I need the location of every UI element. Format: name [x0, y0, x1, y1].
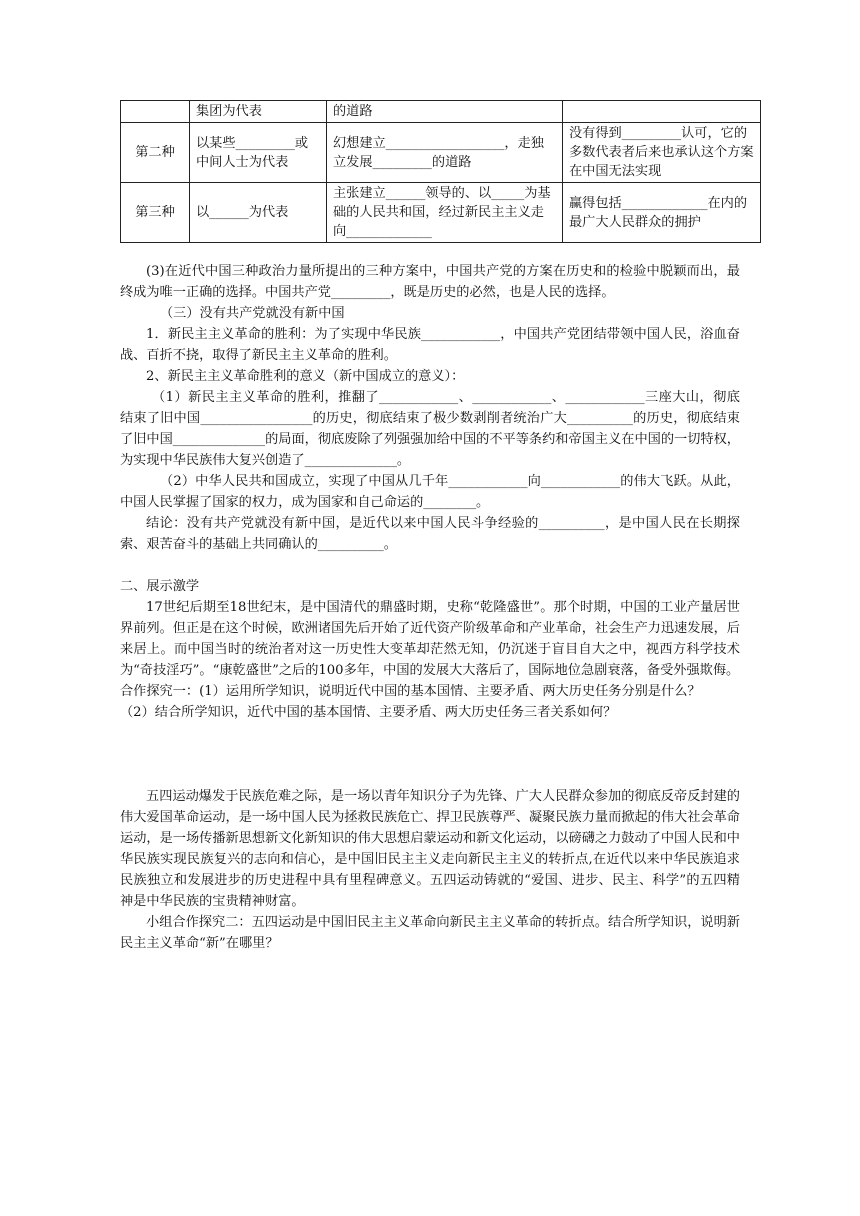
table-cell: 没有得到_________认可，它的多数代表者后来也承认这个方案在中国无法实现 [563, 123, 761, 183]
paragraph-3: (3)在近代中国三种政治力量所提出的三种方案中，中国共产党的方案在历史和的检验中脱颖而出，最终成为唯一正确的选择。中国共产党_________，既是历史的必然，也是人民的选择。 [120, 264, 740, 300]
table-row [121, 183, 761, 243]
cooperative-question-1-2: （2）结合所学知识，近代中国的基本国情、主要矛盾、两大历史任务三者关系如何？ [120, 705, 617, 720]
table-cell: 主张建立______领导的、以_____为基础的人民共和国，经过新民主主义走向_____________ [327, 183, 563, 243]
paragraph-conclusion: 结论：没有共产党就没有新中国，是近代以来中国人民斗争经验的__________，是中国人民在长期探索、艰苦奋斗的基础上共同确认的__________。 [120, 516, 740, 552]
cooperative-question-1: 合作探究一：(1）运用所学知识，说明近代中国的基本国情、主要矛盾、两大历史任务分别是什么？ [120, 684, 701, 699]
paragraph-item-2-2: （2）中华人民共和国成立，实现了中国从几千年____________向____________的伟大飞跃。从此，中国人民掌握了国家的权力，成为国家和自己命运的________。 [120, 474, 740, 510]
section-heading: 二、展示激学 [120, 579, 200, 594]
answer-space [120, 765, 740, 786]
table-row [121, 101, 761, 123]
section-heading: （三）没有共产党就没有新中国 [160, 306, 345, 321]
document-page [120, 100, 754, 954]
table-cell: 赢得包括_____________在内的最广大人民群众的拥护 [563, 183, 761, 243]
table-cell: 集团为代表 [190, 101, 327, 123]
paragraph-item-2: 2、新民主主义革命胜利的意义（新中国成立的意义）： [146, 369, 465, 384]
table-cell [563, 101, 761, 123]
answer-space [120, 723, 740, 765]
paragraph-item-1: 1．新民主主义革命的胜利：为了实现中华民族____________，中国共产党团结带领中国人民，浴血奋战、百折不挠，取得了新民主主义革命的胜利。 [120, 327, 740, 363]
table-cell: 幻想建立__________________，走独立发展_________的道路 [327, 123, 563, 183]
three-plans-table [120, 100, 761, 243]
spacer [120, 555, 740, 576]
table-cell [121, 101, 190, 123]
row-label: 第三种 [121, 183, 190, 243]
table-cell: 以某些_________或中间人士为代表 [190, 123, 327, 183]
paragraph-may-fourth: 五四运动爆发于民族危难之际，是一场以青年知识分子为先锋、广大人民群众参加的彻底反帝反封建的伟大爱国革命运动，是一场中国人民为拯救民族危亡、捍卫民族尊严、凝聚民族力量而掀起的伟大社会革命运动，是一场传播新思想新文化新知识的伟大思想启蒙运动和新文化运动，以磅礴之力鼓动了中国人民和中华民族实现民族复兴的志向和信心，是中国旧民主主义走向新民主主义的转折点,在近代以来中华民族追求民族独立和发展进步的历史进程中具有里程碑意义。五四运动铸就的“爱国、进步、民主、科学”的五四精神是中华民族的宝贵精神财富。 [120, 789, 740, 909]
paragraph-item-2-1: （1）新民主主义革命的胜利，推翻了____________、____________、____________三座大山，彻底结束了旧中国_________________的历史，彻底结束了极少数剥削者统治广大__________的历史，彻底结束了旧中国______________的局面，彻底废除了列强强加给中国的不平等条约和帝国主义在中国的一切特权，为实现中华民族伟大复兴创造了______________。 [120, 390, 740, 468]
table-cell: 以______为代表 [190, 183, 327, 243]
table-row [121, 123, 761, 183]
table-cell: 的道路 [327, 101, 563, 123]
paragraph-qing: 17世纪后期至18世纪末，是中国清代的鼎盛时期，史称“乾隆盛世”。那个时期，中国的工业产量居世界前列。但正是在这个时候，欧洲诸国先后开始了近代资产阶级革命和产业革命，社会生产力迅速发展，后来居上。而中国当时的统治者对这一历史性大变革却茫然无知，仍沉迷于盲目自大之中，视西方科学技术为“奇技淫巧”。“康乾盛世”之后的100多年，中国的发展大大落后了，国际地位急剧衰落，备受外强欺侮。 [120, 600, 740, 678]
row-label: 第二种 [121, 123, 190, 183]
cooperative-question-2: 小组合作探究二：五四运动是中国旧民主主义革命向新民主主义革命的转折点。结合所学知识，说明新民主主义革命“新”在哪里？ [120, 915, 740, 951]
